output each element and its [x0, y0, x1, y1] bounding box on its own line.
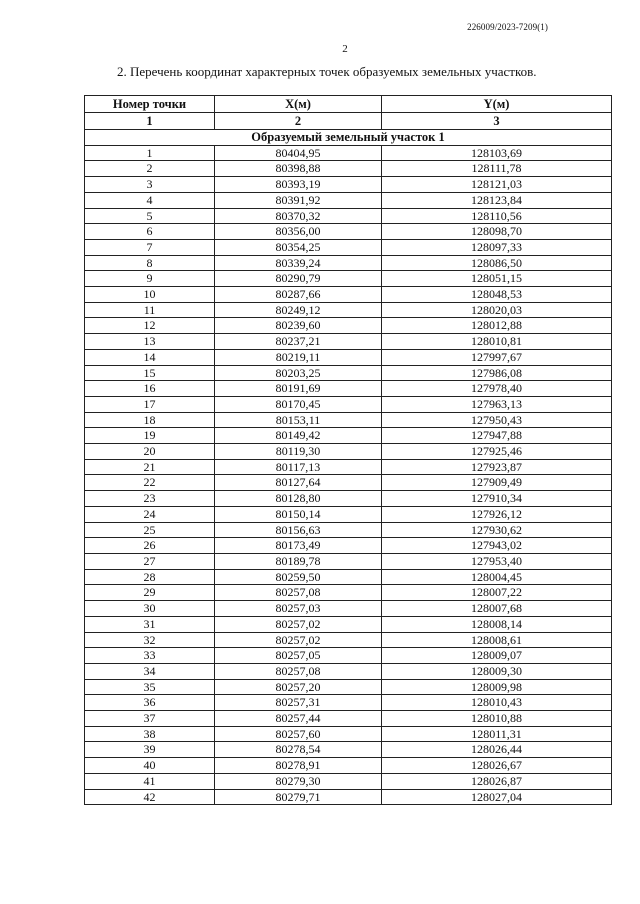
cell-point-number: 36 — [85, 695, 215, 711]
cell-point-number: 42 — [85, 789, 215, 805]
cell-x: 80290,79 — [215, 271, 382, 287]
cell-point-number: 29 — [85, 585, 215, 601]
table-row — [85, 145, 612, 161]
cell-x: 80404,95 — [215, 145, 382, 161]
cell-x: 80398,88 — [215, 161, 382, 177]
cell-y: 128009,98 — [382, 679, 612, 695]
table-row — [85, 428, 612, 444]
cell-y: 127909,49 — [382, 475, 612, 491]
cell-point-number: 1 — [85, 145, 215, 161]
cell-x: 80259,50 — [215, 569, 382, 585]
table-row — [85, 726, 612, 742]
table-row — [85, 648, 612, 664]
cell-y: 127930,62 — [382, 522, 612, 538]
column-header-y: Y(м) — [382, 96, 612, 113]
cell-point-number: 17 — [85, 396, 215, 412]
cell-point-number: 39 — [85, 742, 215, 758]
cell-x: 80257,02 — [215, 616, 382, 632]
cell-y: 128110,56 — [382, 208, 612, 224]
column-number-1: 1 — [85, 113, 215, 130]
cell-x: 80173,49 — [215, 538, 382, 554]
cell-x: 80149,42 — [215, 428, 382, 444]
cell-point-number: 35 — [85, 679, 215, 695]
cell-y: 127986,08 — [382, 365, 612, 381]
cell-y: 127978,40 — [382, 381, 612, 397]
cell-point-number: 14 — [85, 349, 215, 365]
cell-x: 80127,64 — [215, 475, 382, 491]
table-row — [85, 302, 612, 318]
cell-x: 80257,31 — [215, 695, 382, 711]
table-row — [85, 271, 612, 287]
cell-y: 128010,43 — [382, 695, 612, 711]
cell-x: 80237,21 — [215, 334, 382, 350]
cell-y: 128010,81 — [382, 334, 612, 350]
table-row — [85, 192, 612, 208]
table-row — [85, 632, 612, 648]
table-row — [85, 601, 612, 617]
cell-x: 80117,13 — [215, 459, 382, 475]
cell-x: 80257,02 — [215, 632, 382, 648]
table-row — [85, 255, 612, 271]
cell-point-number: 30 — [85, 601, 215, 617]
cell-y: 128012,88 — [382, 318, 612, 334]
cell-point-number: 20 — [85, 444, 215, 460]
table-row — [85, 318, 612, 334]
table-header-row — [85, 96, 612, 113]
cell-y: 128007,68 — [382, 601, 612, 617]
cell-x: 80249,12 — [215, 302, 382, 318]
cell-x: 80257,60 — [215, 726, 382, 742]
cell-point-number: 21 — [85, 459, 215, 475]
cell-x: 80239,60 — [215, 318, 382, 334]
cell-y: 128004,45 — [382, 569, 612, 585]
table-row — [85, 695, 612, 711]
cell-y: 128008,14 — [382, 616, 612, 632]
cell-point-number: 22 — [85, 475, 215, 491]
cell-y: 128051,15 — [382, 271, 612, 287]
cell-y: 127950,43 — [382, 412, 612, 428]
table-row — [85, 553, 612, 569]
cell-y: 128098,70 — [382, 224, 612, 240]
cell-x: 80370,32 — [215, 208, 382, 224]
page-number: 2 — [342, 43, 348, 55]
cell-y: 128111,78 — [382, 161, 612, 177]
cell-y: 127923,87 — [382, 459, 612, 475]
cell-y: 128027,04 — [382, 789, 612, 805]
column-header-x: X(м) — [215, 96, 382, 113]
cell-y: 128008,61 — [382, 632, 612, 648]
table-row — [85, 616, 612, 632]
cell-y: 127953,40 — [382, 553, 612, 569]
coordinates-table — [84, 95, 612, 805]
table-row — [85, 239, 612, 255]
table-row — [85, 789, 612, 805]
table-row — [85, 758, 612, 774]
cell-x: 80257,08 — [215, 585, 382, 601]
cell-point-number: 38 — [85, 726, 215, 742]
section-heading: 2. Перечень координат характерных точек образуемых земельных участков. — [117, 64, 537, 79]
cell-x: 80356,00 — [215, 224, 382, 240]
cell-x: 80391,92 — [215, 192, 382, 208]
cell-y: 128011,31 — [382, 726, 612, 742]
cell-x: 80128,80 — [215, 491, 382, 507]
cell-x: 80278,91 — [215, 758, 382, 774]
table-row — [85, 506, 612, 522]
table-row — [85, 287, 612, 303]
cell-point-number: 24 — [85, 506, 215, 522]
cell-point-number: 23 — [85, 491, 215, 507]
cell-point-number: 25 — [85, 522, 215, 538]
cell-point-number: 13 — [85, 334, 215, 350]
cell-x: 80150,14 — [215, 506, 382, 522]
table-row — [85, 711, 612, 727]
cell-point-number: 6 — [85, 224, 215, 240]
cell-point-number: 10 — [85, 287, 215, 303]
cell-y: 127947,88 — [382, 428, 612, 444]
table-row — [85, 742, 612, 758]
cell-y: 128026,44 — [382, 742, 612, 758]
table-row — [85, 349, 612, 365]
cell-y: 128010,88 — [382, 711, 612, 727]
cell-point-number: 27 — [85, 553, 215, 569]
table-row — [85, 773, 612, 789]
table-row — [85, 177, 612, 193]
cell-y: 128026,67 — [382, 758, 612, 774]
cell-x: 80354,25 — [215, 239, 382, 255]
column-header-point-number: Номер точки — [85, 96, 215, 113]
cell-x: 80279,71 — [215, 789, 382, 805]
cell-y: 128048,53 — [382, 287, 612, 303]
cell-x: 80203,25 — [215, 365, 382, 381]
table-row — [85, 585, 612, 601]
cell-x: 80257,20 — [215, 679, 382, 695]
table-row — [85, 224, 612, 240]
cell-point-number: 4 — [85, 192, 215, 208]
table-row — [85, 365, 612, 381]
cell-point-number: 3 — [85, 177, 215, 193]
cell-point-number: 32 — [85, 632, 215, 648]
cell-x: 80278,54 — [215, 742, 382, 758]
table-row — [85, 444, 612, 460]
cell-x: 80119,30 — [215, 444, 382, 460]
cell-y: 127926,12 — [382, 506, 612, 522]
table-row — [85, 475, 612, 491]
cell-point-number: 8 — [85, 255, 215, 271]
cell-point-number: 26 — [85, 538, 215, 554]
cell-x: 80257,44 — [215, 711, 382, 727]
cell-point-number: 12 — [85, 318, 215, 334]
table-row — [85, 208, 612, 224]
cell-x: 80153,11 — [215, 412, 382, 428]
cell-x: 80287,66 — [215, 287, 382, 303]
cell-x: 80156,63 — [215, 522, 382, 538]
cell-point-number: 7 — [85, 239, 215, 255]
cell-x: 80279,30 — [215, 773, 382, 789]
cell-x: 80191,69 — [215, 381, 382, 397]
cell-point-number: 5 — [85, 208, 215, 224]
cell-y: 127963,13 — [382, 396, 612, 412]
cell-x: 80189,78 — [215, 553, 382, 569]
cell-y: 127925,46 — [382, 444, 612, 460]
cell-x: 80393,19 — [215, 177, 382, 193]
table-row — [85, 396, 612, 412]
table-row — [85, 334, 612, 350]
cell-x: 80257,03 — [215, 601, 382, 617]
table-row — [85, 538, 612, 554]
cell-y: 128121,03 — [382, 177, 612, 193]
section-title: Образуемый земельный участок 1 — [85, 130, 612, 146]
section-title-row — [85, 130, 612, 146]
column-number-3: 3 — [382, 113, 612, 130]
cell-point-number: 18 — [85, 412, 215, 428]
cell-point-number: 40 — [85, 758, 215, 774]
cell-y: 127943,02 — [382, 538, 612, 554]
cell-x: 80170,45 — [215, 396, 382, 412]
cell-point-number: 41 — [85, 773, 215, 789]
cell-y: 127910,34 — [382, 491, 612, 507]
cell-point-number: 19 — [85, 428, 215, 444]
cell-y: 128086,50 — [382, 255, 612, 271]
cell-y: 127997,67 — [382, 349, 612, 365]
table-row — [85, 491, 612, 507]
table-row — [85, 569, 612, 585]
column-number-2: 2 — [215, 113, 382, 130]
cell-x: 80219,11 — [215, 349, 382, 365]
cell-point-number: 37 — [85, 711, 215, 727]
table-row — [85, 663, 612, 679]
cell-point-number: 2 — [85, 161, 215, 177]
cell-y: 128123,84 — [382, 192, 612, 208]
cell-x: 80339,24 — [215, 255, 382, 271]
table-row — [85, 522, 612, 538]
table-row — [85, 679, 612, 695]
table-row — [85, 381, 612, 397]
cell-x: 80257,08 — [215, 663, 382, 679]
table-row — [85, 161, 612, 177]
cell-x: 80257,05 — [215, 648, 382, 664]
cell-point-number: 33 — [85, 648, 215, 664]
cell-point-number: 31 — [85, 616, 215, 632]
cell-y: 128020,03 — [382, 302, 612, 318]
cell-point-number: 34 — [85, 663, 215, 679]
cell-y: 128007,22 — [382, 585, 612, 601]
cell-point-number: 16 — [85, 381, 215, 397]
cell-y: 128009,30 — [382, 663, 612, 679]
document-number: 226009/2023-7209(1) — [467, 22, 548, 32]
column-number-row — [85, 113, 612, 130]
cell-point-number: 28 — [85, 569, 215, 585]
cell-y: 128009,07 — [382, 648, 612, 664]
cell-y: 128026,87 — [382, 773, 612, 789]
table-row — [85, 459, 612, 475]
cell-point-number: 9 — [85, 271, 215, 287]
table-row — [85, 412, 612, 428]
cell-point-number: 15 — [85, 365, 215, 381]
cell-y: 128097,33 — [382, 239, 612, 255]
cell-y: 128103,69 — [382, 145, 612, 161]
cell-point-number: 11 — [85, 302, 215, 318]
